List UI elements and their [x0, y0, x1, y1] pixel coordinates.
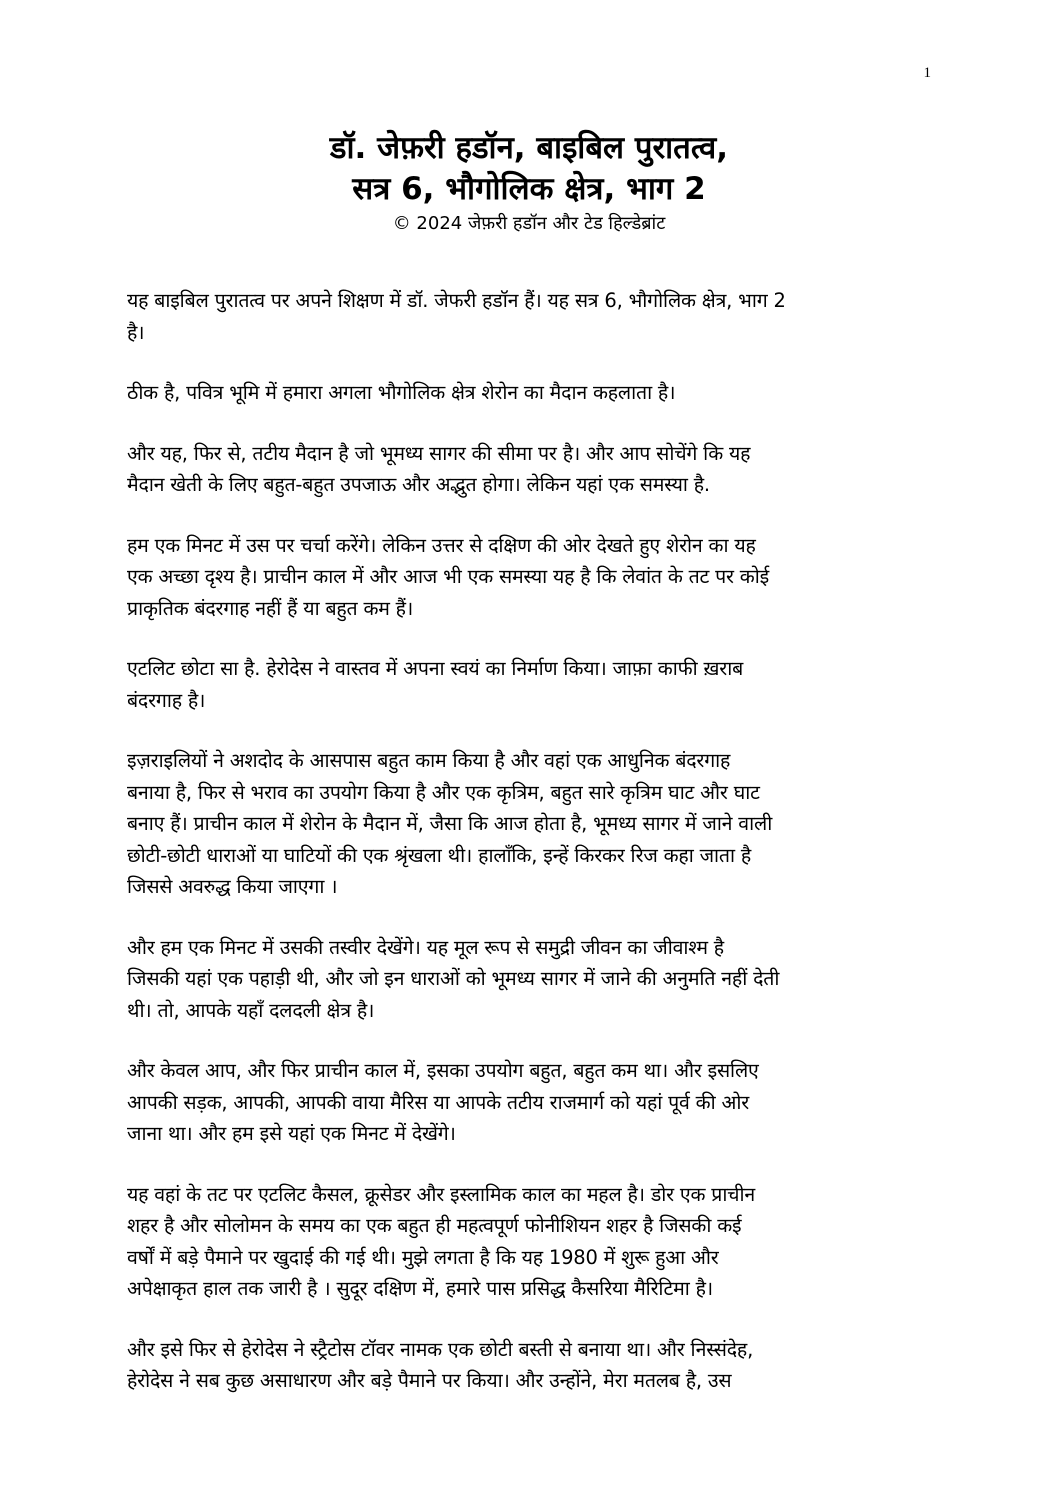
title-line-1: डॉ. जेफ़री हडॉन, बाइबिल पुरातत्व, — [329, 130, 729, 166]
paragraph-7 — [127, 932, 932, 1027]
page-number: 1 — [923, 65, 931, 81]
text-line: थी। तो, आपके यहाँ दलदली क्षेत्र है। — [127, 998, 375, 1022]
paragraph-6 — [127, 745, 932, 903]
text-line: और यह, फिर से, तटीय मैदान है जो भूमध्य सागर की सीमा पर है। और आप सोचेंगे कि यह — [127, 441, 751, 465]
document-header — [120, 128, 938, 236]
text-line: ठीक है, पवित्र भूमि में हमारा अगला भौगोलिक क्षेत्र शेरोन का मैदान कहलाता है। — [127, 381, 676, 404]
text-line: आपकी सड़क, आपकी, आपकी वाया मैरिस या आपके तटीय राजमार्ग को यहां पूर्व की ओर — [127, 1090, 750, 1114]
text-line: एटलिट छोटा सा है. हेरोदेस ने वास्तव में अपना स्वयं का निर्माण किया। जाफ़ा काफी ख़राब — [127, 657, 744, 680]
paragraph-10 — [127, 1334, 932, 1397]
paragraph-1 — [127, 285, 932, 348]
document-body — [127, 285, 932, 1426]
text-line: जाना था। और हम इसे यहां एक मिनट में देखेंगे। — [127, 1122, 456, 1145]
paragraph-8 — [127, 1055, 932, 1150]
text-line: जिससे अवरुद्ध किया जाएगा । — [127, 875, 338, 898]
paragraph-2 — [127, 377, 932, 409]
paragraph-9 — [127, 1179, 932, 1305]
text-line: हम एक मिनट में उस पर चर्चा करेंगे। लेकिन उत्तर से दक्षिण की ओर देखते हुए शेरोन का यह — [127, 533, 756, 557]
text-line: और इसे फिर से हेरोदेस ने स्ट्रैटोस टॉवर नामक एक छोटी बस्ती से बनाया था। और निस्संदेह, — [127, 1337, 754, 1361]
text-line: है। — [127, 320, 145, 344]
title-line-2: सत्र 6, भौगोलिक क्षेत्र, भाग 2 — [352, 171, 706, 207]
text-line: यह बाइबिल पुरातत्व पर अपने शिक्षण में डॉ. जेफरी हडॉन हैं। यह सत्र 6, भौगोलिक क्षेत्र, भाग 2 — [127, 289, 786, 312]
text-line: बनाया है, फिर से भराव का उपयोग किया है और एक कृत्रिम, बहुत सारे कृत्रिम घाट और घाट — [127, 780, 760, 804]
text-line: प्राकृतिक बंदरगाह नहीं हैं या बहुत कम हैं। — [127, 596, 414, 620]
paragraph-5 — [127, 653, 932, 716]
text-line: यह वहां के तट पर एटलिट कैसल, क्रूसेडर और इस्लामिक काल का महल है। डोर एक प्राचीन — [127, 1182, 756, 1206]
text-line: मैदान खेती के लिए बहुत-बहुत उपजाऊ और अद्भुत होगा। लेकिन यहां एक समस्या है. — [127, 473, 710, 496]
text-line: इज़राइलियों ने अशदोद के आसपास बहुत काम किया है और वहां एक आधुनिक बंदरगाह — [127, 749, 731, 772]
text-line: बनाए हैं। प्राचीन काल में शेरोन के मैदान में, जैसा कि आज होता है, भूमध्य सागर में जाने वाली — [127, 812, 773, 835]
paragraph-3 — [127, 438, 932, 501]
paragraph-4 — [127, 530, 932, 625]
text-line: जिसकी यहां एक पहाड़ी थी, और जो इन धाराओं को भूमध्य सागर में जाने की अनुमति नहीं देती — [127, 967, 780, 990]
text-line: वर्षों में बड़े पैमाने पर खुदाई की गई थी। मुझे लगता है कि यह 1980 में शुरू हुआ और — [127, 1245, 719, 1269]
copyright-line: © 2024 जेफ़री हडॉन और टेड हिल्डेब्रांट — [392, 213, 666, 234]
text-line: और हम एक मिनट में उसकी तस्वीर देखेंगे। यह मूल रूप से समुद्री जीवन का जीवाश्म है — [127, 935, 724, 959]
text-line: शहर है और सोलोमन के समय का एक बहुत ही महत्वपूर्ण फोनीशियन शहर है जिसकी कई — [127, 1214, 742, 1237]
text-line: अपेक्षाकृत हाल तक जारी है । सुदूर दक्षिण में, हमारे पास प्रसिद्ध कैसरिया मैरिटिमा है। — [127, 1277, 713, 1300]
text-line: और केवल आप, और फिर प्राचीन काल में, इसका उपयोग बहुत, बहुत कम था। और इसलिए — [127, 1059, 759, 1082]
text-line: बंदरगाह है। — [127, 688, 206, 712]
text-line: हेरोदेस ने सब कुछ असाधारण और बड़े पैमाने पर किया। और उन्होंने, मेरा मतलब है, उस — [127, 1369, 732, 1392]
text-line: छोटी-छोटी धाराओं या घाटियों की एक श्रृंखला थी। हालाँकि, इन्हें किरकर रिज कहा जाता है — [127, 843, 752, 867]
text-line: एक अच्छा दृश्य है। प्राचीन काल में और आज भी एक समस्या यह है कि लेवांत के तट पर कोई — [127, 565, 770, 588]
